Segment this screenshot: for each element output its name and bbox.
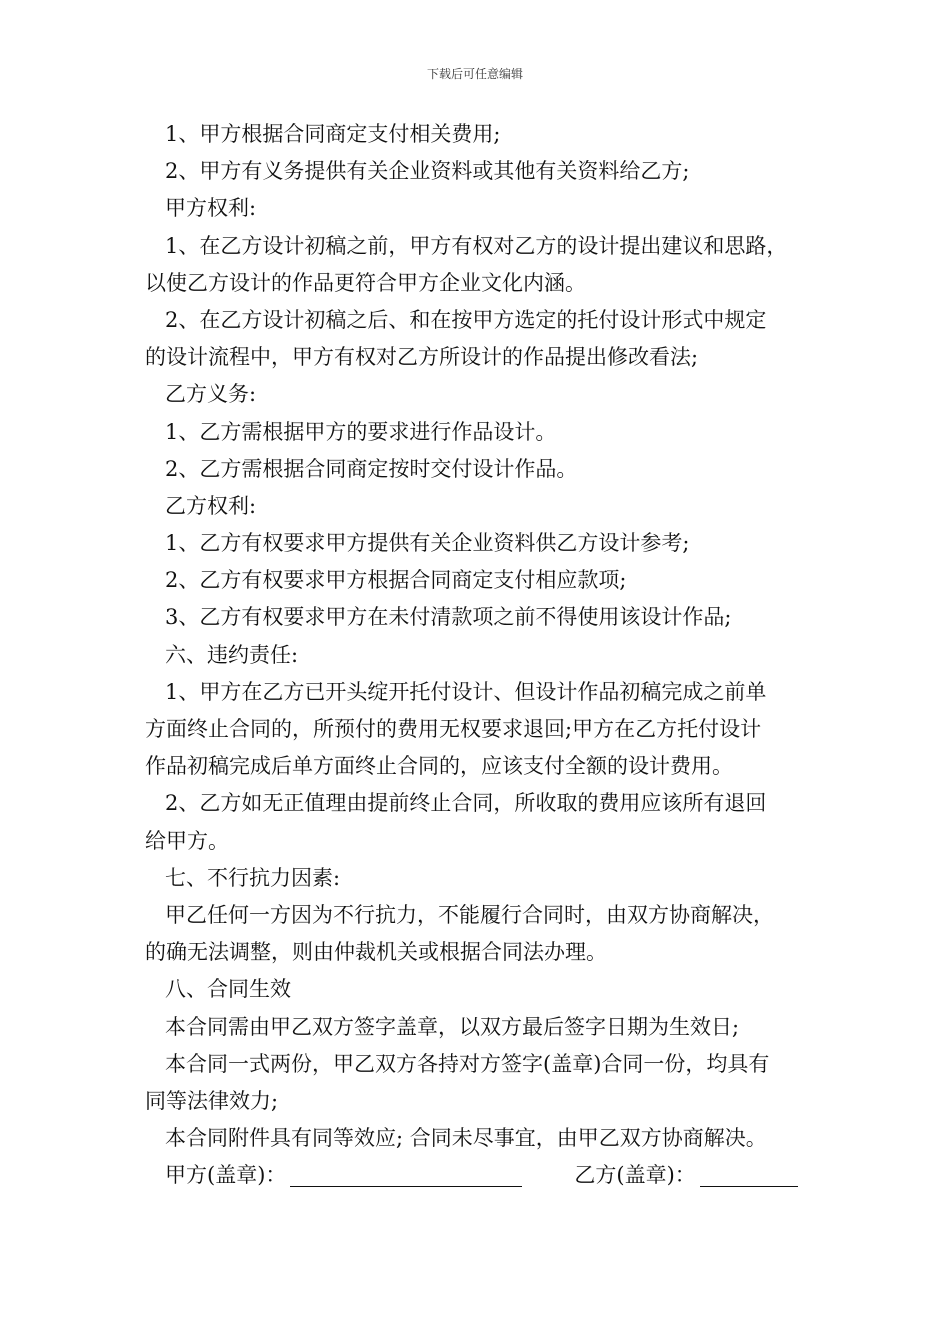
paragraph-line: 2、在乙方设计初稿之后、和在按甲方选定的托付设计形式中规定 bbox=[165, 307, 767, 332]
section-heading: 六、违约责任: bbox=[165, 642, 299, 667]
paragraph-line: 作品初稿完成后单方面终止合同的，应该支付全额的设计费用。 bbox=[145, 754, 733, 779]
paragraph-line: 2、乙方如无正值理由提前终止合同，所收取的费用应该所有退回 bbox=[165, 791, 767, 816]
party-a-seal-label: 甲方(盖章)： bbox=[165, 1163, 287, 1188]
paragraph-line: 1、在乙方设计初稿之前，甲方有权对乙方的设计提出建议和思路， bbox=[165, 233, 788, 258]
document-body bbox=[145, 116, 815, 1194]
signature-row bbox=[145, 1157, 815, 1194]
paragraph-line: 本合同附件具有同等效应; 合同未尽事宜，由甲乙双方协商解决。 bbox=[165, 1126, 767, 1151]
paragraph-line: 2、甲方有义务提供有关企业资料或其他有关资料给乙方; bbox=[165, 159, 690, 184]
paragraph-line: 给甲方。 bbox=[145, 828, 229, 853]
section-heading: 七、不行抗力因素: bbox=[165, 865, 341, 890]
party-b-signature-blank[interactable] bbox=[700, 1164, 798, 1187]
paragraph-line: 本合同需由甲乙双方签字盖章，以双方最后签字日期为生效日; bbox=[165, 1014, 740, 1039]
paragraph-line: 的设计流程中，甲方有权对乙方所设计的作品提出修改看法; bbox=[145, 345, 699, 370]
section-heading: 乙方义务: bbox=[165, 382, 257, 407]
paragraph-line: 2、乙方需根据合同商定按时交付设计作品。 bbox=[165, 456, 578, 481]
section-heading: 甲方权利: bbox=[165, 196, 257, 221]
party-b-seal-label: 乙方(盖章)： bbox=[574, 1163, 696, 1188]
party-a-signature-blank[interactable] bbox=[290, 1164, 522, 1187]
paragraph-line: 同等法律效力; bbox=[145, 1088, 279, 1113]
paragraph-line: 2、乙方有权要求甲方根据合同商定支付相应款项; bbox=[165, 568, 627, 593]
paragraph-line: 本合同一式两份，甲乙双方各持对方签字(盖章)合同一份，均具有 bbox=[165, 1051, 770, 1076]
paragraph-line: 以使乙方设计的作品更符合甲方企业文化内涵。 bbox=[145, 270, 586, 295]
page-header: 下载后可任意编辑 bbox=[426, 67, 523, 81]
section-heading: 八、合同生效 bbox=[165, 977, 291, 1002]
paragraph-line: 3、乙方有权要求甲方在未付清款项之前不得使用该设计作品; bbox=[165, 605, 732, 630]
paragraph-line: 1、甲方在乙方已开头绽开托付设计、但设计作品初稿完成之前单 bbox=[165, 679, 767, 704]
paragraph-line: 1、乙方需根据甲方的要求进行作品设计。 bbox=[165, 419, 557, 444]
paragraph-line: 甲乙任何一方因为不行抗力，不能履行合同时，由双方协商解决， bbox=[165, 902, 774, 927]
section-heading: 乙方权利: bbox=[165, 493, 257, 518]
paragraph-line: 方面终止合同的，所预付的费用无权要求退回;甲方在乙方托付设计 bbox=[145, 717, 762, 741]
paragraph-line: 的确无法调整，则由仲裁机关或根据合同法办理。 bbox=[145, 940, 607, 965]
paragraph-line: 1、甲方根据合同商定支付相关费用; bbox=[165, 122, 501, 146]
paragraph-line: 1、乙方有权要求甲方提供有关企业资料供乙方设计参考; bbox=[165, 531, 690, 556]
